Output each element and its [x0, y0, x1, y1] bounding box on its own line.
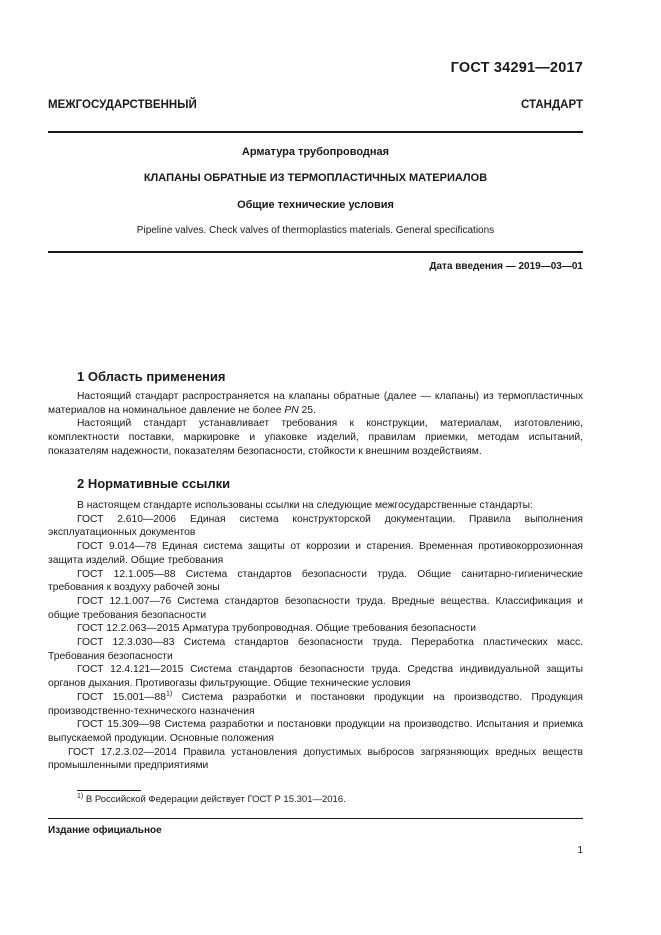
footnote-marker: 1): [77, 793, 84, 800]
footnote-text: В Российской Федерации действует ГОСТ Р 15.301—2016.: [83, 794, 346, 806]
reference-code: ГОСТ 15.001—88: [77, 691, 166, 703]
section-1-paragraph-2: Настоящий стандарт устанавливает требования к конструкции, материалам, изготовлению, комплектности поставки, маркировке и упаковке изделий, правилам приемки, методам испытаний, показателям надежности, показателям безопасности, стойкости к внешним воздействиям.: [48, 418, 583, 457]
reference-item: ГОСТ 12.3.030—83 Система стандартов безопасности труда. Переработка пластических масс. Требования безопасности: [48, 637, 583, 662]
reference-item: ГОСТ 12.1.005—88 Система стандартов безопасности труда. Общие санитарно-гигиенические требования к воздуху рабочей зоны: [48, 568, 583, 594]
reference-item: ГОСТ 2.610—2006 Единая система конструкторской документации. Правила выполнения эксплуатационных документов: [48, 513, 583, 539]
footnote-divider: [77, 790, 141, 791]
reference-item: ГОСТ 9.014—78 Единая система защиты от коррозии и старения. Временная противокоррозионная защита изделий. Общие требования: [48, 541, 583, 566]
reference-item: [48, 691, 583, 718]
reference-item: ГОСТ 12.1.007—76 Система стандартов безопасности труда. Вредные вещества. Классификация и общие требования безопасности: [48, 595, 583, 621]
text: 25.: [298, 404, 316, 416]
text: Система разработки и постановки продукции на производство. Продукция производственно-технического назначения: [48, 691, 583, 717]
footer-divider: [48, 818, 583, 819]
section-1-body: [48, 390, 583, 459]
pn-symbol: PN: [284, 404, 299, 416]
title-category: Арматура трубопроводная: [241, 146, 390, 158]
title-english: Pipeline valves. Check valves of thermoplastics materials. General specifications: [136, 225, 495, 236]
section-1-paragraph-1: [48, 390, 583, 417]
section-2-intro: В настоящем стандарте использованы ссылки на следующие межгосударственные стандарты:: [77, 500, 533, 511]
section-2-body: [48, 499, 583, 773]
section-2-heading: 2 Нормативные ссылки: [77, 476, 231, 491]
text: Настоящий стандарт распространяется на клапаны обратные (далее — клапаны) из термопластичных материалов на номинальное давление не более: [48, 391, 583, 416]
introduction-date: Дата введения — 2019—03—01: [429, 261, 583, 272]
interstate-standard-label: МЕЖГОСУДАРСТВЕННЫЙ СТАНДАРТ: [48, 99, 583, 111]
footnote: [77, 793, 346, 805]
reference-item: ГОСТ 12.4.121—2015 Система стандартов безопасности труда. Средства индивидуальной защиты органов дыхания. Противогазы фильтрующие. Общие технические условия: [48, 664, 583, 690]
title-divider: [48, 251, 583, 253]
standard-code: ГОСТ 34291—2017: [450, 60, 583, 76]
reference-item: ГОСТ 12.2.063—2015 Арматура трубопроводная. Общие требования безопасности: [77, 623, 477, 635]
footnote-marker: 1): [165, 690, 173, 698]
edition-label: Издание официальное: [48, 825, 162, 836]
title-main: КЛАПАНЫ ОБРАТНЫЕ ИЗ ТЕРМОПЛАСТИЧНЫХ МАТЕРИАЛОВ: [143, 172, 488, 184]
reference-item: ГОСТ 15.309—98 Система разработки и постановки продукции на производство. Испытания и приемка выпускаемой продукции. Основные положения: [48, 719, 583, 744]
reference-item: ГОСТ 17.2.3.02—2014 Правила установления допустимых выбросов загрязняющих вредных веществ промышленными предприятиями: [48, 746, 583, 772]
title-subtitle: Общие технические условия: [237, 199, 394, 211]
page-number: 1: [577, 845, 583, 856]
section-1-heading: 1 Область применения: [77, 369, 226, 384]
header-divider: [48, 131, 583, 133]
